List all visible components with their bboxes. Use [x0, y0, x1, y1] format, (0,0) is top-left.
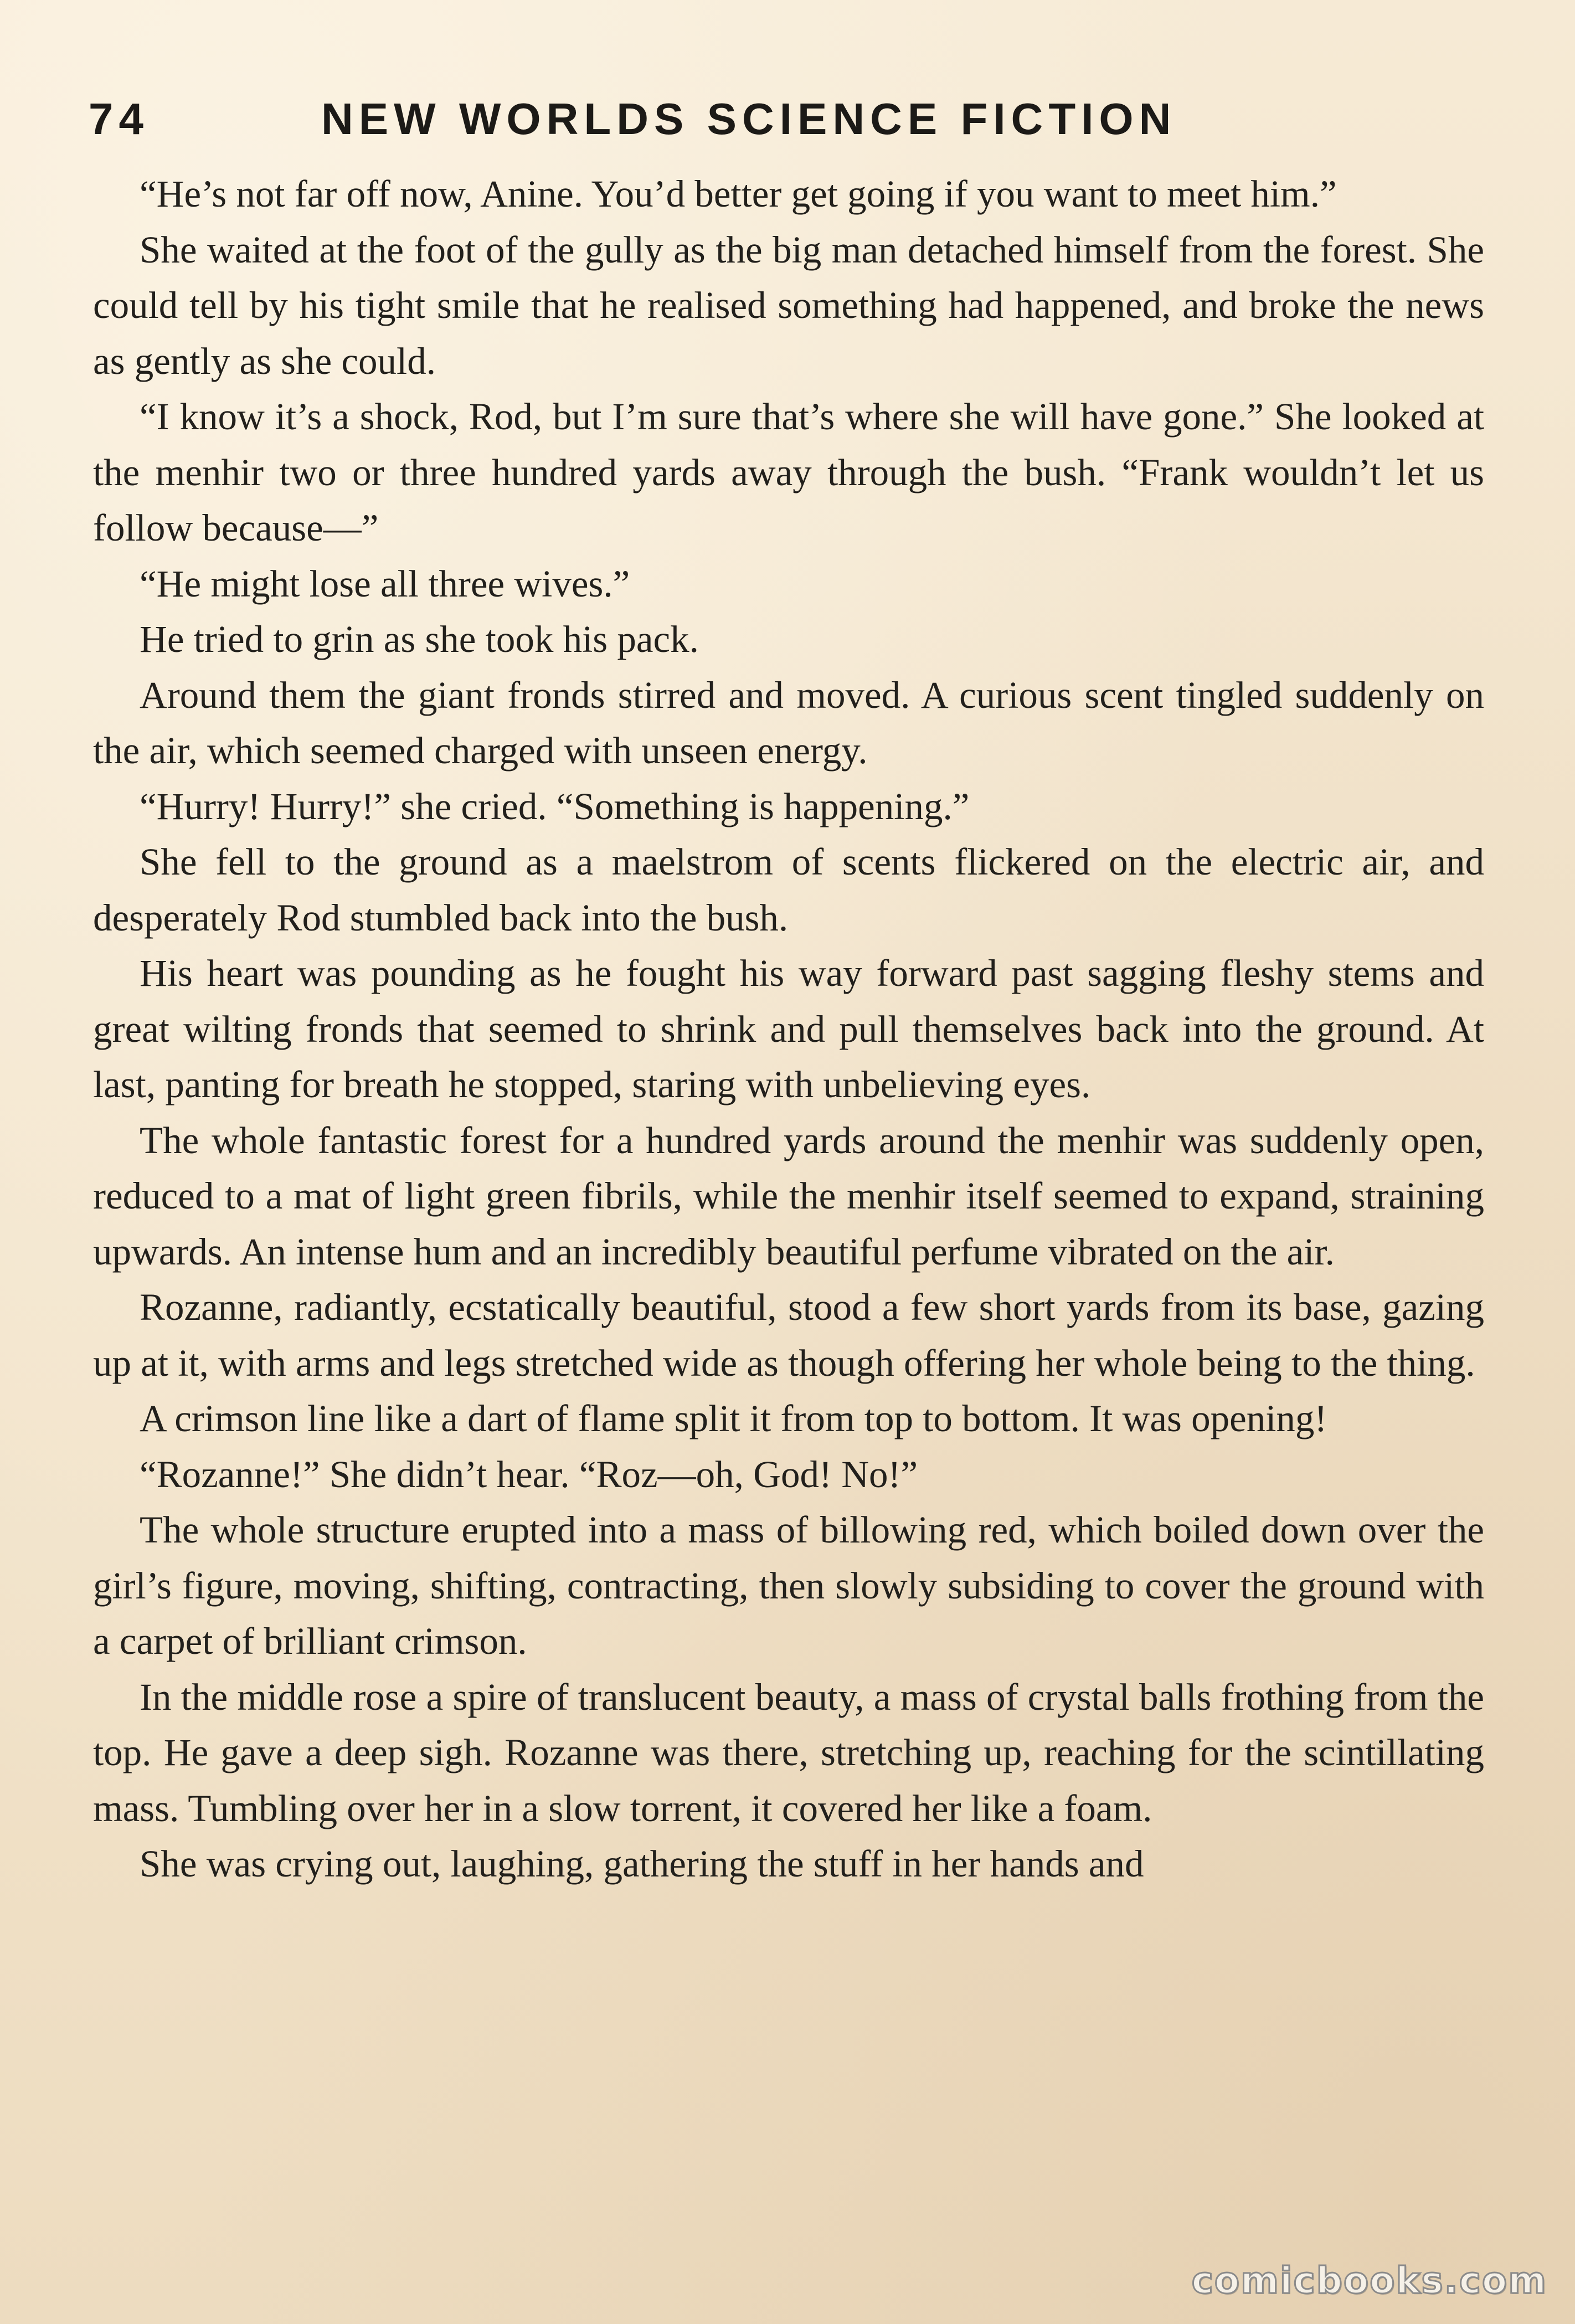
paragraph: “Rozanne!” She didn’t hear. “Roz—oh, God! No!”	[140, 1453, 918, 1495]
paragraph: The whole fantastic forest for a hundred yards around the menhir was suddenly open, reduced to a mat of light green fibrils, while the menhir itself seemed to expand, straining upwards. An intense hum and an incredibly beautiful perfume vibrated on the air.	[93, 1119, 1484, 1273]
paragraph: She fell to the ground as a maelstrom of scents flickered on the electric air, and desperately Rod stumbled back into the bush.	[93, 841, 1484, 939]
paragraph: She waited at the foot of the gully as the big man detached himself from the forest. She could tell by his tight smile that he realised something had happened, and broke the news as gently as she could.	[93, 228, 1484, 382]
paragraph: “He’s not far off now, Anine. You’d better get going if you want to meet him.”	[140, 173, 1337, 215]
paragraph: She was crying out, laughing, gathering the stuff in her hands and	[140, 1843, 1144, 1885]
paragraph: “Hurry! Hurry!” she cried. “Something is happening.”	[140, 785, 970, 827]
site-watermark: comicbooks.com	[1191, 2259, 1547, 2302]
paragraph: Around them the giant fronds stirred and moved. A curious scent tingled suddenly on the air, which seemed charged with unseen energy.	[93, 673, 1484, 772]
paragraph: In the middle rose a spire of translucent beauty, a mass of crystal balls frothing from the top. He gave a deep sigh. Rozanne was there, stretching up, reaching for the scintillating mass. Tumbling over her in a slow torrent, it covered her like a foam.	[93, 1675, 1484, 1829]
paragraph: “I know it’s a shock, Rod, but I’m sure that’s where she will have gone.” She looked at the menhir two or three hundred yards away through the bush. “Frank wouldn’t let us follow because—”	[93, 395, 1484, 549]
paragraph: A crimson line like a dart of flame split it from top to bottom. It was opening!	[140, 1397, 1327, 1439]
story-text	[93, 166, 1484, 1892]
paragraph: “He might lose all three wives.”	[140, 562, 630, 605]
paragraph: He tried to grin as she took his pack.	[140, 618, 699, 660]
paragraph: Rozanne, radiantly, ecstatically beautiful, stood a few short yards from its base, gazing up at it, with arms and legs stretched wide as though offering her whole being to the thing.	[93, 1286, 1484, 1384]
page-number: 74	[89, 94, 149, 143]
running-title: NEW WORLDS SCIENCE FICTION	[321, 94, 1177, 143]
page-header	[89, 86, 1495, 152]
paragraph: The whole structure erupted into a mass of billowing red, which boiled down over the girl’s figure, moving, shifting, contracting, then slowly subsiding to cover the ground with a carpet of brilliant crimson.	[93, 1509, 1484, 1662]
paragraph: His heart was pounding as he fought his way forward past sagging fleshy stems and great wilting fronds that seemed to shrink and pull themselves back into the ground. At last, panting for breath he stopped, staring with unbelieving eyes.	[93, 952, 1484, 1106]
